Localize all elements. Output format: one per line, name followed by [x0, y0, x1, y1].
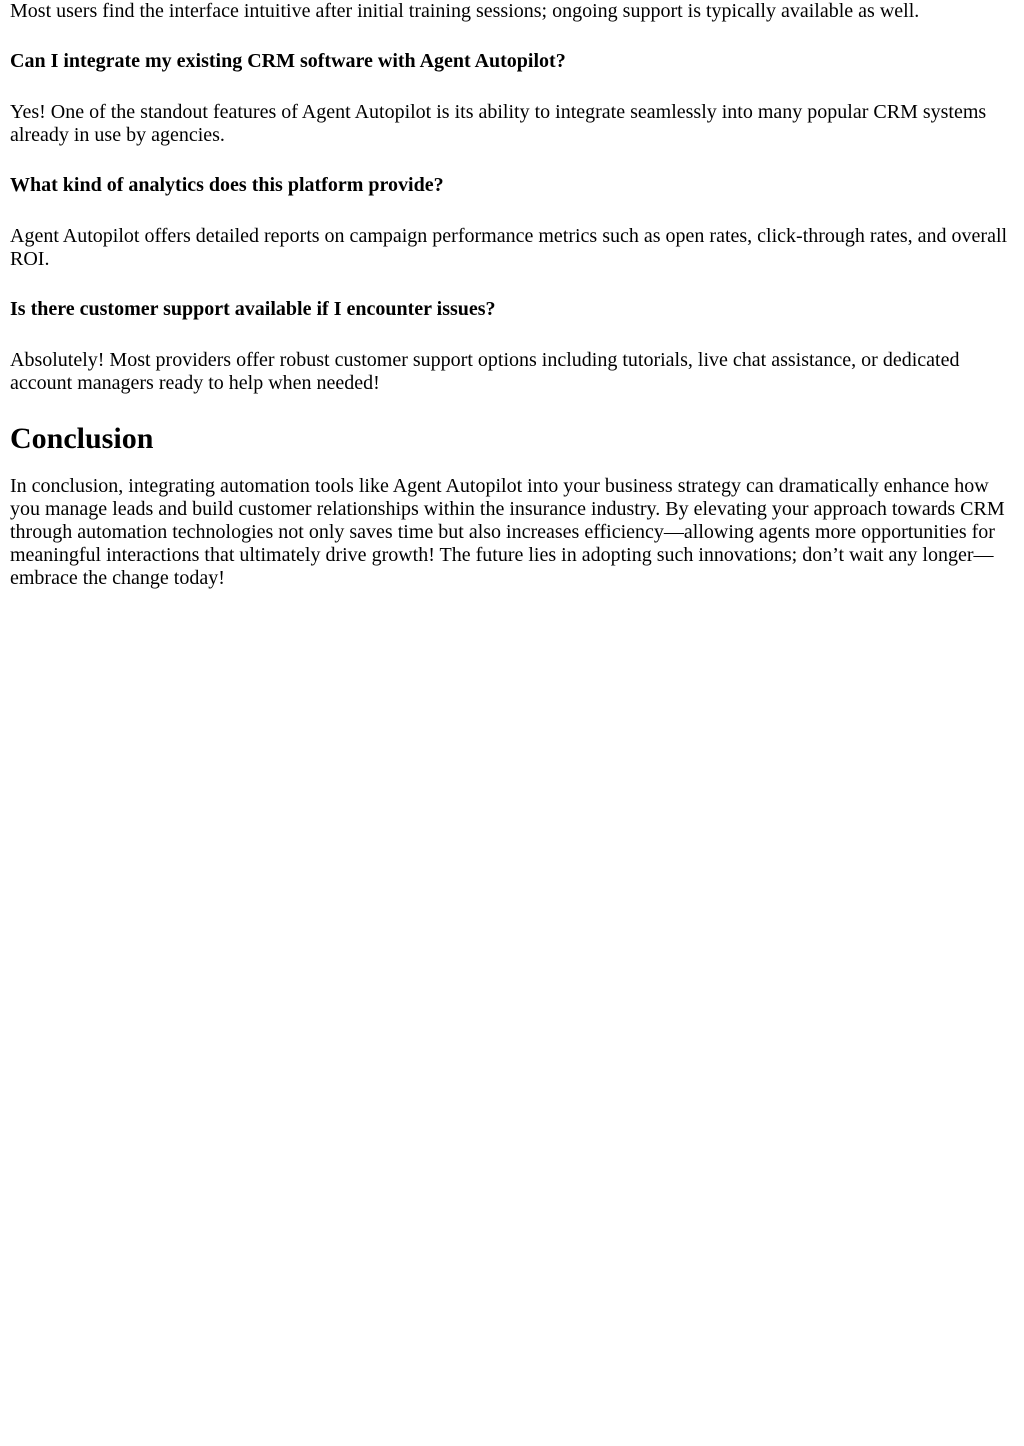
faq-question-crm-integration: Can I integrate my existing CRM software with Agent Autopilot? [10, 50, 566, 72]
faq-answer-support: Absolutely! Most providers offer robust customer support options including tutorials, live chat assistance, or dedicated account managers ready to help when needed! [10, 349, 960, 394]
faq-question-support: Is there customer support available if I encounter issues? [10, 298, 496, 320]
faq-question-analytics: What kind of analytics does this platform provide? [10, 174, 444, 196]
conclusion-paragraph: In conclusion, integrating automation tools like Agent Autopilot into your business strategy can dramatically enhance how you manage leads and build customer relationships within the insurance industry. By elevating your approach towards CRM through automation technologies not only saves time but also increases efficiency—allowing agents more opportunities for meaningful interactions that ultimately drive growth! The future lies in adopting such innovations; don’t wait any longer—embrace the change today! [10, 475, 1005, 589]
intro-paragraph: Most users find the interface intuitive after initial training sessions; ongoing support is typically available as well. [10, 0, 920, 22]
conclusion-heading: Conclusion [10, 422, 154, 455]
faq-answer-analytics: Agent Autopilot offers detailed reports on campaign performance metrics such as open rates, click-through rates, and overall ROI. [10, 225, 1008, 270]
faq-answer-crm-integration: Yes! One of the standout features of Agent Autopilot is its ability to integrate seamlessly into many popular CRM systems already in use by agencies. [10, 101, 987, 146]
article-body [0, 0, 1024, 590]
